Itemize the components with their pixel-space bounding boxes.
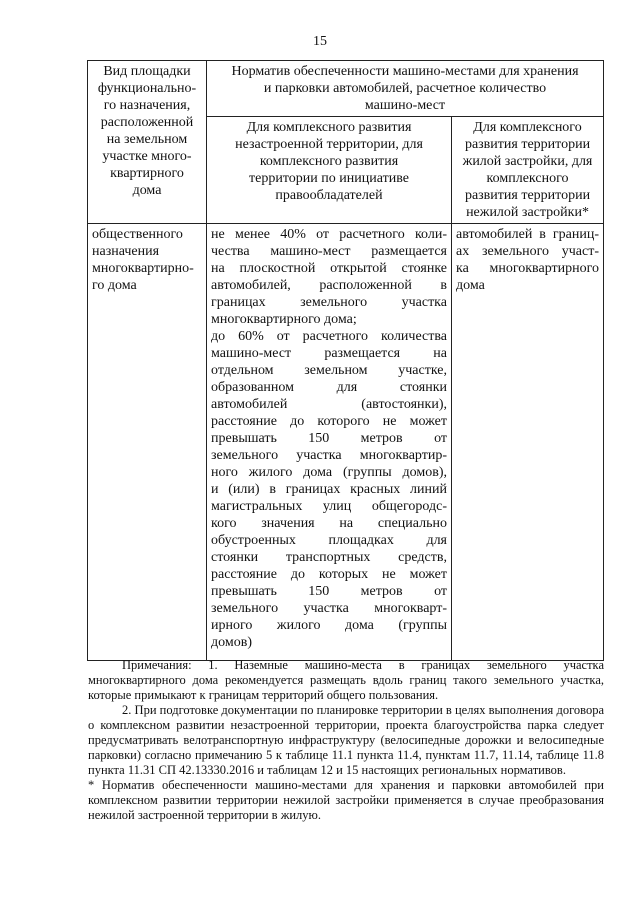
cell-residential-norm-lines [456,226,599,294]
subheader-residential-lines [456,119,599,221]
text-line: обустроенных площадках для [211,533,447,548]
text-line: участке много- [102,149,192,164]
text-line: превышать 150 метров от [211,431,447,446]
text-line: стоянки транспортных средств, [211,550,447,565]
text-line: и (или) в границах красных линий [211,482,447,497]
header-area-type [88,61,207,224]
text-line: правообладателей [275,188,383,203]
text-line: расположенной [100,115,194,130]
text-line: земельного участка многокварт- [211,601,447,616]
text-line: на земельном [106,132,188,147]
header-parking-norm-lines [211,63,599,114]
text-line: Для комплексного [473,120,582,135]
text-line: незастроенной территории, для [235,137,423,152]
text-line: Вид площадки [103,64,191,79]
subheader-residential-development [452,117,604,224]
text-line: расстояние до которых не может [211,567,447,582]
text-line: назначения [92,244,160,259]
text-line: комплексного [486,171,569,186]
text-line: многоквартирно- [92,261,194,276]
text-line: дома [132,183,162,198]
text-line: чества машино-мест размещается [211,244,447,259]
text-line: автомобилей, расположенной в [211,278,447,293]
cell-area-type-lines [92,226,202,294]
text-line: земельного участка многоквартир- [211,448,447,463]
text-line: ах земельного участ- [456,244,600,259]
text-line: функционально- [97,81,197,96]
cell-undeveloped-norm [207,224,452,661]
cell-area-type [88,224,207,661]
text-line: магистральных улиц общегородс- [211,499,447,514]
text-line: образованном для стоянки [211,380,447,395]
text-line: общественного [92,227,183,242]
text-line: не менее 40% от расчетного коли- [211,227,447,242]
text-line: Норматив обеспеченности машино-местами для хранения [231,64,579,79]
text-line: развития территории [464,188,591,203]
notes-section [88,658,604,823]
text-line: комплексного развития [259,154,399,169]
text-line: нежилой застройки* [466,205,589,220]
text-line: квартирного [110,166,184,181]
text-line: расстояние до которого не может [211,414,447,429]
text-line: го назначения, [103,98,191,113]
text-line: границах земельного участка [211,295,447,310]
text-line: машино-мест размещается на [211,346,447,361]
text-line: до 60% от расчетного количества [211,329,447,344]
text-line: машино-мест [364,98,446,113]
text-line: кого значения на специально [211,516,447,531]
text-line: многоквартирного дома; [211,312,357,327]
footnote-asterisk: * Норматив обеспеченности машино-местами для хранения и парковки автомобилей при комплексном развитии территории нежилой застройки применяется в случае преобразования нежилой застроенной территории в жилую. [88,778,604,822]
parking-norms-table [87,60,604,661]
text-line: Для комплексного развития [246,120,412,135]
header-area-type-lines [92,63,202,199]
text-line: отдельном земельном участке, [211,363,447,378]
cell-undeveloped-norm-lines [211,226,447,651]
text-line: территории по инициативе [249,171,409,186]
page-number: 15 [313,34,327,49]
header-parking-norm [207,61,604,117]
text-line: дома [456,278,485,293]
text-line: домов) [211,635,252,650]
subheader-undeveloped-lines [211,119,447,204]
text-line: автомобилей (автостоянки), [211,397,447,412]
text-line: ирного жилого дома (группы [211,618,447,633]
text-line: и парковки автомобилей, расчетное количество [263,81,547,96]
note-2: 2. При подготовке документации по планировке территории в целях выполнения договора о комплексном развитии незастроенной территории, проекта благоустройства парка следует предусматривать велотранспортную инфраструктуру (велосипедные дорожки и велосипедные парковки) согласно примечанию 5 к таблице 11.1 пункта 11.4, пунктам 11.7, 11.14, таблице 11.8 пункта 11.31 СП 42.13330.2016 и таблицам 12 и 15 настоящих региональных нормативов. [88,703,604,777]
note-1: Примечания: 1. Наземные машино-места в границах земельного участка многоквартирного дома рекомендуется размещать вдоль границ такого земельного участка, которые примыкают к границам территорий общего пользования. [88,658,604,702]
text-line: ка многоквартирного [456,261,600,276]
text-line: на плоскостной открытой стоянке [211,261,447,276]
text-line: ного жилого дома (группы домов), [211,465,447,480]
text-line: автомобилей в границ- [456,227,600,242]
subheader-undeveloped-territory [207,117,452,224]
text-line: развития территории [464,137,591,152]
text-line: жилой застройки, для [462,154,593,169]
text-line: го дома [92,278,137,293]
cell-residential-norm [452,224,604,661]
text-line: превышать 150 метров от [211,584,447,599]
